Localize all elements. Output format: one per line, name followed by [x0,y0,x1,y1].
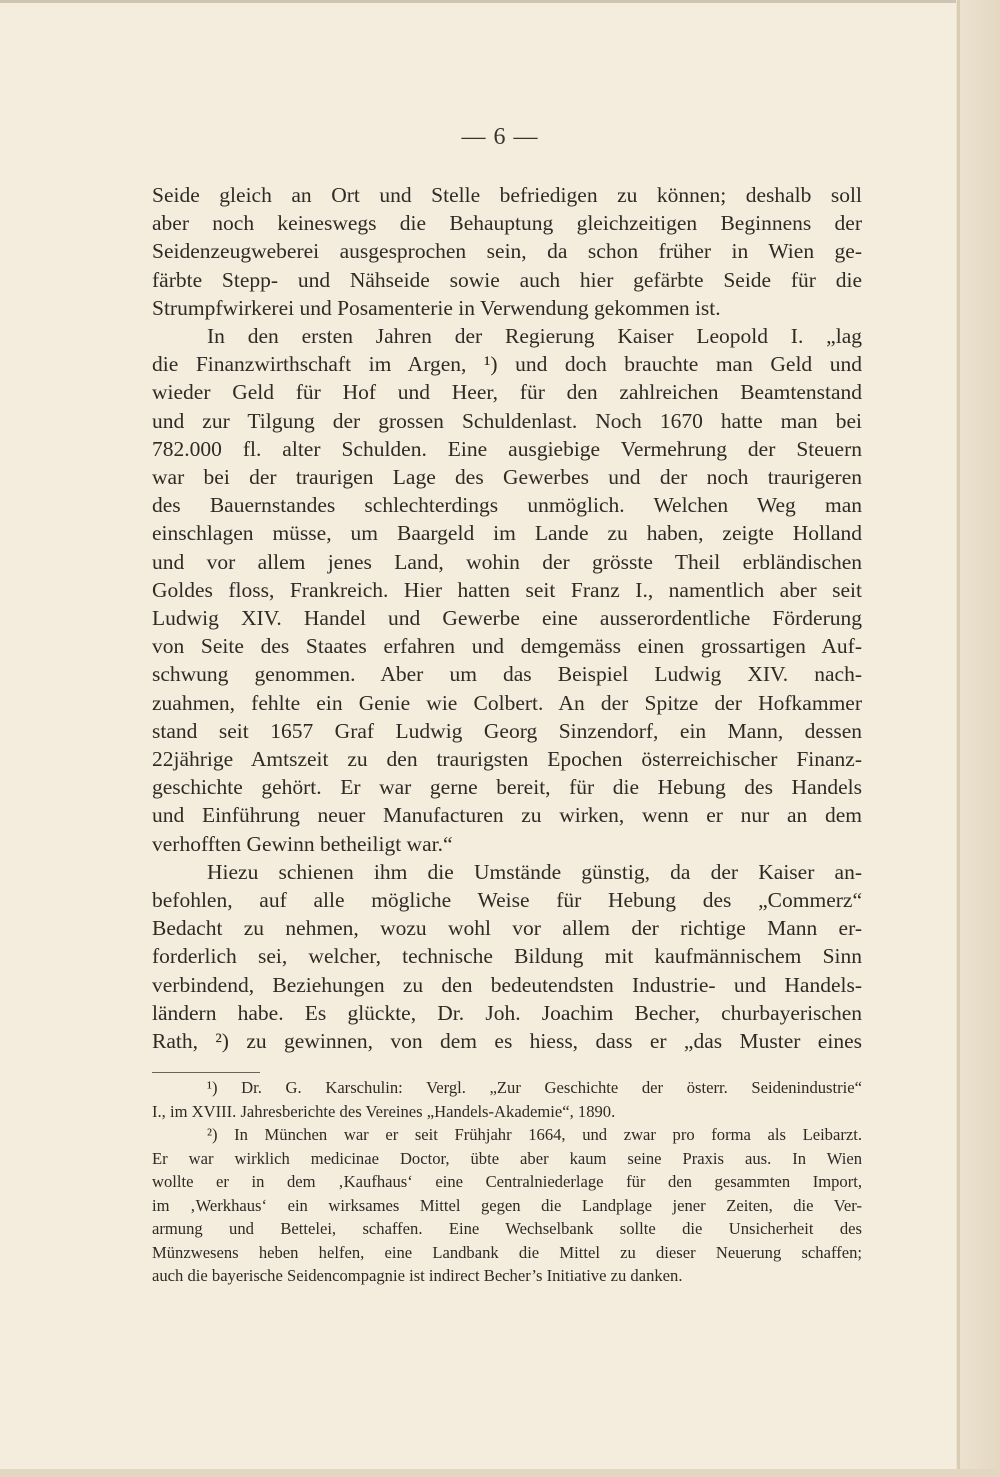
footnote-line: im ‚Werkhaus‘ ein wirksames Mittel gegen die Landplage jener Zeiten, die Ver- [152,1195,862,1215]
page-right-margin [956,0,1000,1477]
text-line: die Finanzwirthschaft im Argen, ¹) und doch brauchte man Geld und [152,352,862,377]
text-line: Strumpfwirkerei und Posamenterie in Verwendung gekommen ist. [152,295,721,320]
text-line: Rath, ²) zu gewinnen, von dem es hiess, dass er „das Muster eines [152,1029,862,1054]
text-line: färbte Stepp- und Nähseide sowie auch hier gefärbte Seide für die [152,267,862,292]
text-line: wieder Geld für Hof und Heer, für den zahlreichen Beamtenstand [152,380,862,405]
text-line: In den ersten Jahren der Regierung Kaiser Leopold I. „lag [207,324,862,349]
text-line: zuahmen, fehlte ein Genie wie Colbert. An der Spitze der Hofkammer [152,690,862,715]
text-line: war bei der traurigen Lage des Gewerbes und der noch traurigeren [152,465,862,490]
page-binding-edge [957,0,960,1477]
page-top-edge [0,0,1000,3]
body-text [152,181,862,1055]
footnote-line: Münzwesens heben helfen, eine Landbank die Mittel zu dieser Neuerung schaffen; [152,1242,862,1262]
footnote-line: ²) In München war er seit Frühjahr 1664, und zwar pro forma als Leibarzt. [207,1125,862,1144]
text-line: Ludwig XIV. Handel und Gewerbe eine ausserordentliche Förderung [152,606,862,631]
text-line: geschichte gehört. Er war gerne bereit, für die Hebung des Handels [152,775,862,800]
text-line: von Seite des Staates erfahren und demgemäss einen grossartigen Auf- [152,634,862,659]
text-line: schwung genommen. Aber um das Beispiel Ludwig XIV. nach- [152,662,862,687]
text-line: und vor allem jenes Land, wohin der grösste Theil erbländischen [152,549,862,574]
text-line: und Einführung neuer Manufacturen zu wirken, wenn er nur an dem [152,803,862,828]
footnote-line: I., im XVIII. Jahresberichte des Vereines „Handels-Akademie“, 1890. [152,1101,616,1121]
text-line: 22jährige Amtszeit zu den traurigsten Epochen österreichischer Finanz- [152,747,862,772]
text-line: forderlich sei, welcher, technische Bildung mit kaufmännischem Sinn [152,944,862,969]
footnote-line: armung und Bettelei, schaffen. Eine Wechselbank sollte die Unsicherheit des [152,1219,862,1238]
text-line: aber noch keineswegs die Behauptung gleichzeitigen Beginnens der [152,211,862,236]
text-line: befohlen, auf alle mögliche Weise für Hebung des „Commerz“ [152,888,862,913]
text-line: stand seit 1657 Graf Ludwig Georg Sinzendorf, ein Mann, dessen [152,718,862,743]
text-line: Hiezu schienen ihm die Umstände günstig, da der Kaiser an- [207,859,862,884]
text-line: 782.000 fl. alter Schulden. Eine ausgiebige Vermehrung der Steuern [152,436,862,461]
footnote-separator [152,1072,260,1073]
footnote-line: auch die bayerische Seidencompagnie ist indirect Becher’s Initiative zu danken. [152,1266,683,1285]
text-line: Seidenzeugweberei ausgesprochen sein, da schon früher in Wien ge- [152,239,862,264]
text-line: Bedacht zu nehmen, wozu wohl vor allem der richtige Mann er- [152,916,862,941]
page-bottom-edge [0,1469,1000,1477]
text-line: ländern habe. Es glückte, Dr. Joh. Joachim Becher, churbayerischen [152,1000,862,1025]
footnote-line: ¹) Dr. G. Karschulin: Vergl. „Zur Geschichte der österr. Seidenindustrie“ [207,1078,862,1097]
text-line: einschlagen müsse, um Baargeld im Lande zu haben, zeigte Holland [152,521,862,546]
text-line: und zur Tilgung der grossen Schuldenlast. Noch 1670 hatte man bei [152,408,862,433]
page-number: — 6 — [461,124,539,150]
text-line: verhofften Gewinn betheiligt war.“ [152,831,453,856]
footnote-line: wollte er in dem ‚Kaufhaus‘ eine Centralniederlage für den gesammten Import, [152,1172,862,1191]
footnote-line: Er war wirklich medicinae Doctor, übte aber kaum seine Praxis aus. In Wien [152,1148,862,1168]
text-line: Goldes floss, Frankreich. Hier hatten seit Franz I., namentlich aber seit [152,577,862,602]
text-line: Seide gleich an Ort und Stelle befriedigen zu können; deshalb soll [152,183,862,207]
text-line: des Bauernstandes schlechterdings unmöglich. Welchen Weg man [152,493,862,518]
text-line: verbindend, Beziehungen zu den bedeutendsten Industrie- und Handels- [152,972,862,997]
footnotes [152,1076,862,1288]
